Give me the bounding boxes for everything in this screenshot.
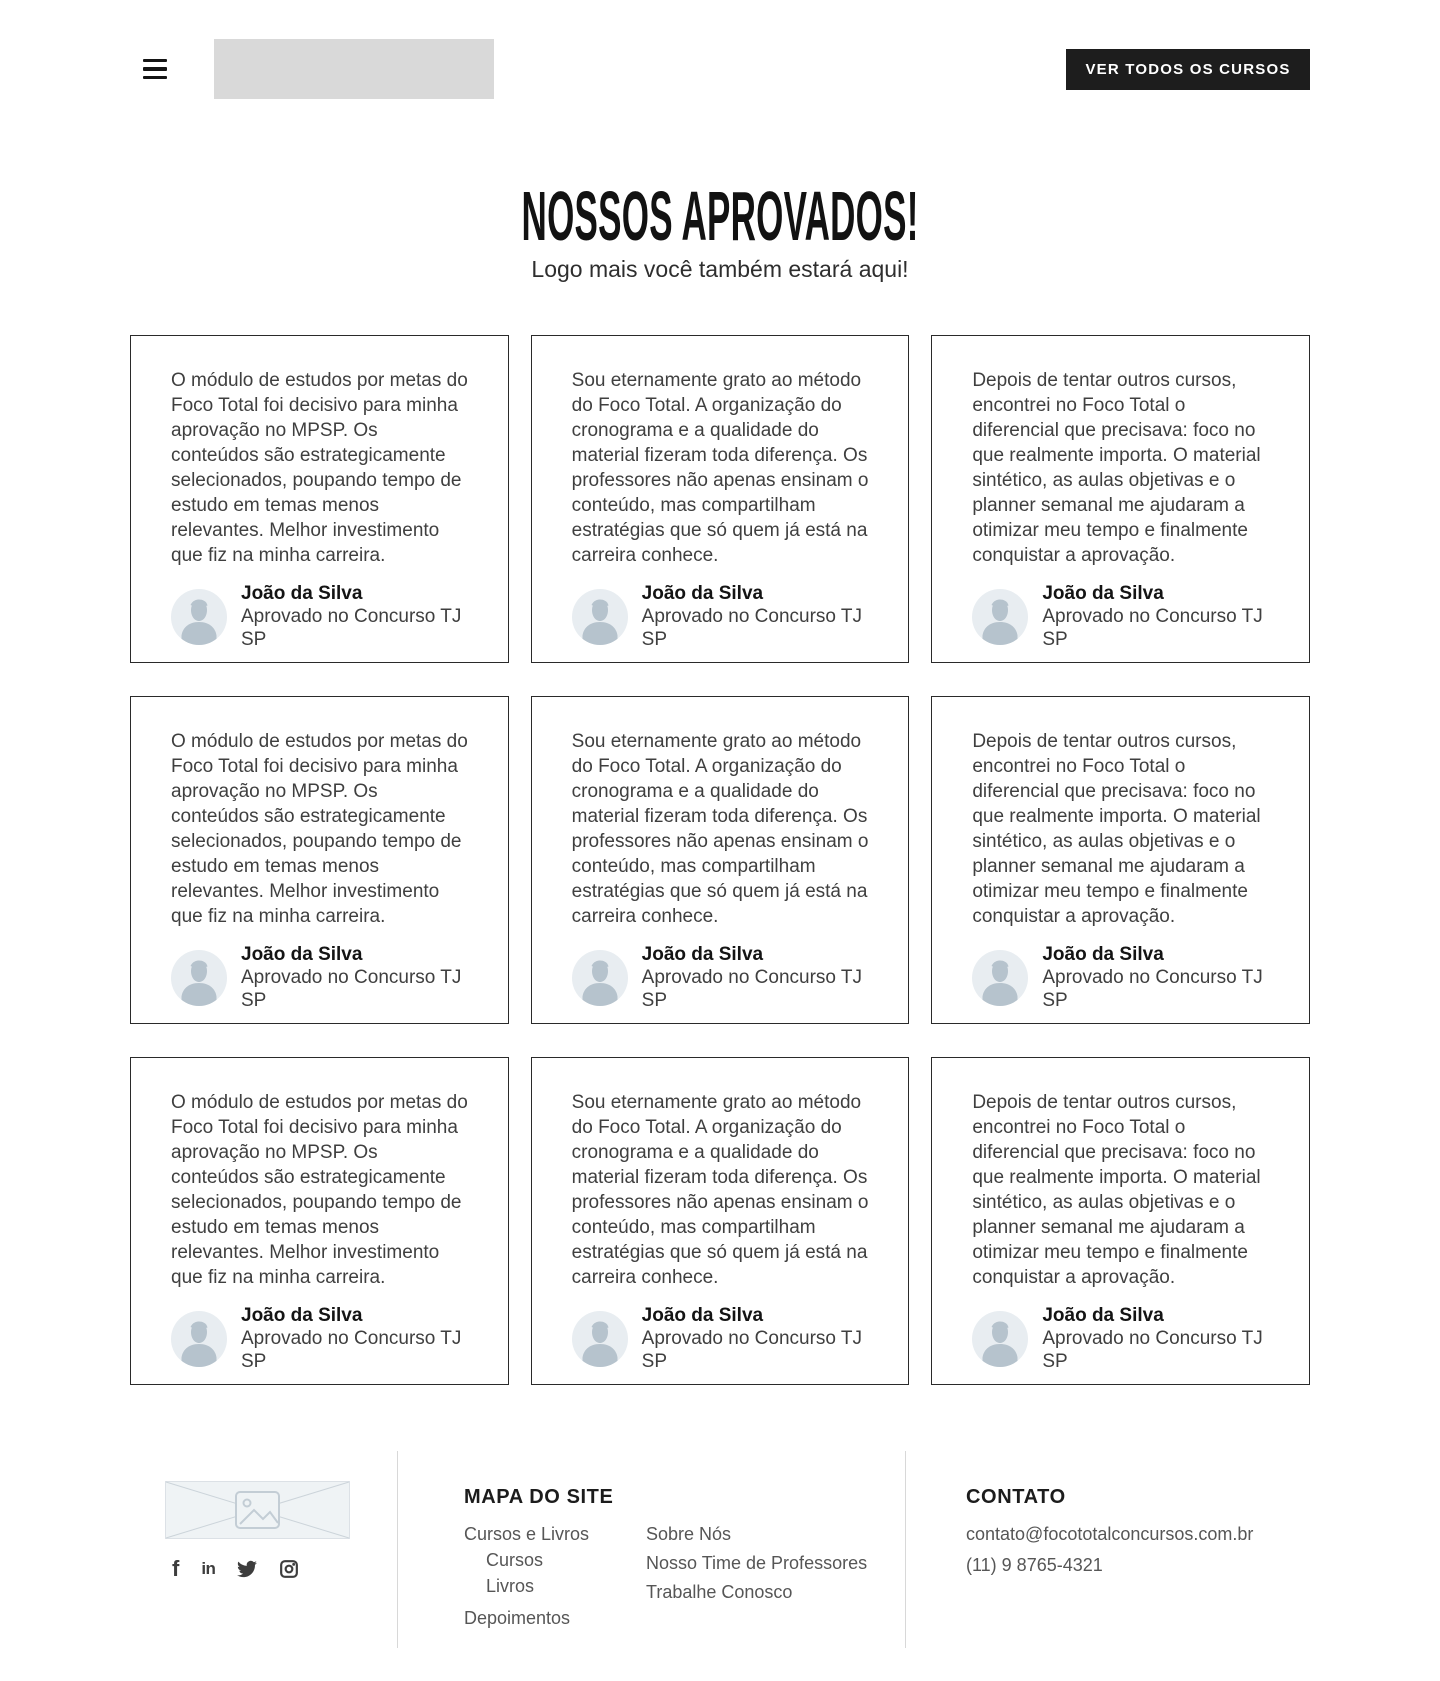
sitemap-link-nosso-time[interactable]: Nosso Time de Professores [646, 1553, 868, 1573]
author-name: João da Silva [641, 583, 764, 604]
testimonial-card [931, 1057, 1310, 1385]
sitemap-link-cursos[interactable]: Cursos [486, 1550, 544, 1570]
author-role: Aprovado no Concurso TJ SP [1042, 967, 1263, 1011]
author-role: Aprovado no Concurso TJ SP [1042, 606, 1263, 650]
testimonial-text: Depois de tentar outros cursos, encontrei no Foco Total o diferencial que precisava: foco no que realmente importa. O material sintético, as aulas objetivas e o planner semanal me ajudaram a otimizar meu tempo e finalmente conquistar a aprovação. [972, 370, 1261, 566]
facebook-icon[interactable]: f [172, 1556, 180, 1581]
author-name: João da Silva [1042, 583, 1164, 604]
testimonial-author [972, 1304, 1271, 1373]
testimonial-author [572, 582, 871, 651]
testimonial-author [972, 943, 1271, 1012]
avatar [171, 589, 227, 645]
sitemap-link-trabalhe-conosco[interactable]: Trabalhe Conosco [646, 1582, 793, 1602]
contact-email[interactable]: contato@focototalconcursos.com.br [966, 1524, 1254, 1544]
header [0, 0, 1440, 99]
avatar [572, 589, 628, 645]
footer-contact-column [905, 1451, 1310, 1648]
testimonial-text: Depois de tentar outros cursos, encontrei no Foco Total o diferencial que precisava: foco no que realmente importa. O material sintético, as aulas objetivas e o planner semanal me ajudaram a otimizar meu tempo e finalmente conquistar a aprovação. [972, 1092, 1261, 1288]
footer-brand-column [130, 1451, 397, 1648]
ver-todos-os-cursos-button[interactable]: VER TODOS OS CURSOS [1066, 49, 1310, 90]
sitemap-heading: MAPA DO SITE [464, 1486, 614, 1508]
testimonial-card [130, 1057, 509, 1385]
author-role: Aprovado no Concurso TJ SP [241, 967, 462, 1011]
author-name: João da Silva [1042, 944, 1164, 965]
contact-heading: CONTATO [966, 1486, 1066, 1508]
hamburger-bar [143, 59, 167, 63]
twitter-icon[interactable] [237, 1559, 257, 1579]
author-role: Aprovado no Concurso TJ SP [641, 967, 863, 1011]
sitemap-list-right [646, 1524, 867, 1634]
author-name: João da Silva [241, 944, 363, 965]
author-name: João da Silva [241, 583, 363, 604]
sitemap-link-depoimentos[interactable]: Depoimentos [464, 1608, 571, 1628]
author-role: Aprovado no Concurso TJ SP [641, 606, 863, 650]
testimonial-card [130, 335, 509, 663]
testimonial-text: O módulo de estudos por metas do Foco Total foi decisivo para minha aprovação no MPSP. Os conteúdos são estrategicamente selecionados, poupando tempo de estudo em temas menos relevantes. Melhor investimento que fiz na minha carreira. [171, 370, 468, 566]
author-name: João da Silva [641, 1305, 764, 1326]
testimonial-text: O módulo de estudos por metas do Foco Total foi decisivo para minha aprovação no MPSP. Os conteúdos são estrategicamente selecionados, poupando tempo de estudo em temas menos relevantes. Melhor investimento que fiz na minha carreira. [171, 731, 468, 927]
testimonial-text: Sou eternamente grato ao método do Foco Total. A organização do cronograma e a qualidade do material fizeram toda diferença. Os professores não apenas ensinam o conteúdo, mas compartilham estratégias que só quem já está na carreira conhece. [571, 370, 869, 566]
hamburger-bar [143, 67, 167, 71]
sitemap-link-sobre-nos[interactable]: Sobre Nós [646, 1524, 732, 1544]
testimonial-text: O módulo de estudos por metas do Foco Total foi decisivo para minha aprovação no MPSP. Os conteúdos são estrategicamente selecionados, poupando tempo de estudo em temas menos relevantes. Melhor investimento que fiz na minha carreira. [171, 1092, 468, 1288]
avatar [171, 950, 227, 1006]
contact-phone[interactable]: (11) 9 8765-4321 [966, 1555, 1103, 1575]
author-name: João da Silva [241, 1305, 363, 1326]
footer-image-placeholder [165, 1481, 350, 1539]
footer-sitemap-column [397, 1451, 905, 1648]
page-title: NOSSOS APROVADOS! [521, 177, 919, 255]
testimonial-card [931, 335, 1310, 663]
testimonial-author [972, 582, 1271, 651]
testimonial-author [171, 1304, 470, 1373]
avatar [572, 1311, 628, 1367]
hero-section [0, 177, 1440, 283]
testimonial-text: Sou eternamente grato ao método do Foco Total. A organização do cronograma e a qualidade do material fizeram toda diferença. Os professores não apenas ensinam o conteúdo, mas compartilham estratégias que só quem já está na carreira conhece. [571, 731, 869, 927]
testimonial-card [531, 335, 910, 663]
social-links [165, 1556, 397, 1581]
testimonial-card [531, 1057, 910, 1385]
sitemap-list-left [464, 1524, 646, 1634]
testimonial-card [931, 696, 1310, 1024]
author-name: João da Silva [641, 944, 764, 965]
author-role: Aprovado no Concurso TJ SP [1042, 1328, 1263, 1372]
testimonial-author [572, 1304, 871, 1373]
testimonial-text: Depois de tentar outros cursos, encontrei no Foco Total o diferencial que precisava: foco no que realmente importa. O material sintético, as aulas objetivas e o planner semanal me ajudaram a otimizar meu tempo e finalmente conquistar a aprovação. [972, 731, 1261, 927]
page-subtitle: Logo mais você também estará aqui! [531, 256, 909, 282]
avatar [572, 950, 628, 1006]
author-name: João da Silva [1042, 1305, 1164, 1326]
testimonial-card [531, 696, 910, 1024]
hamburger-bar [143, 76, 167, 80]
testimonial-author [572, 943, 871, 1012]
testimonial-author [171, 582, 470, 651]
testimonial-text: Sou eternamente grato ao método do Foco Total. A organização do cronograma e a qualidade do material fizeram toda diferença. Os professores não apenas ensinam o conteúdo, mas compartilham estratégias que só quem já está na carreira conhece. [571, 1092, 869, 1288]
sitemap-link-cursos-e-livros[interactable]: Cursos e Livros [464, 1524, 590, 1544]
author-role: Aprovado no Concurso TJ SP [241, 606, 462, 650]
logo-placeholder[interactable] [214, 39, 494, 99]
avatar [972, 1311, 1028, 1367]
testimonials-grid [130, 335, 1310, 1385]
instagram-icon[interactable] [279, 1559, 299, 1579]
footer [130, 1451, 1310, 1648]
sitemap-link-livros[interactable]: Livros [486, 1576, 535, 1596]
avatar [972, 589, 1028, 645]
author-role: Aprovado no Concurso TJ SP [241, 1328, 462, 1372]
avatar [171, 1311, 227, 1367]
linkedin-icon[interactable]: in [201, 1559, 216, 1578]
avatar [972, 950, 1028, 1006]
testimonial-author [171, 943, 470, 1012]
testimonial-card [130, 696, 509, 1024]
author-role: Aprovado no Concurso TJ SP [641, 1328, 863, 1372]
hamburger-menu-icon[interactable] [143, 59, 167, 80]
